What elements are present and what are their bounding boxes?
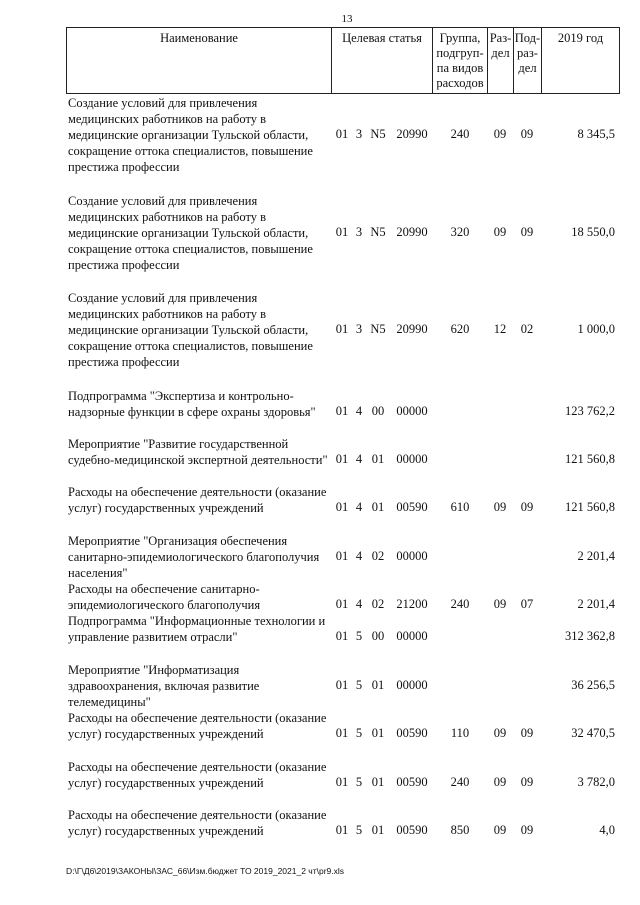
cell-podrazdel: 09 [520, 127, 534, 141]
cell-group: 240 [450, 775, 470, 789]
cell-sum: 36 256,5 [571, 678, 615, 692]
row-name: Мероприятие "Развитие государственной судебно-медицинской экспертной деятельности" [68, 437, 328, 467]
code-main-event: N5 [370, 225, 386, 239]
cell-group: 850 [450, 823, 470, 837]
code-program: 01 [335, 823, 349, 837]
code-direction: 21200 [396, 597, 428, 611]
cell-podrazdel: 09 [520, 775, 534, 789]
code-subprogram: 5 [355, 629, 363, 643]
code-main-event: 00 [371, 404, 385, 418]
row-name: Расходы на обеспечение деятельности (оказание услуг) государственных учреждений [68, 485, 327, 515]
cell-group: 620 [450, 322, 470, 336]
row-name: Подпрограмма "Информационные технологии и управление развитием отрасли" [68, 614, 326, 644]
row-name: Создание условий для привлечения медицинских работников на работу в медицинские организации Тульской области, сокращение оттока специалистов, повышение престижа профессии [68, 96, 313, 174]
code-main-event: 00 [371, 629, 385, 643]
code-direction: 00590 [396, 775, 428, 789]
code-subprogram: 4 [355, 452, 363, 466]
cell-razdel: 12 [493, 322, 507, 336]
code-program: 01 [335, 775, 349, 789]
code-program: 01 [335, 322, 349, 336]
cell-razdel: 09 [493, 823, 507, 837]
code-program: 01 [335, 404, 349, 418]
code-subprogram: 4 [355, 500, 363, 514]
code-subprogram: 5 [355, 678, 363, 692]
code-subprogram: 3 [355, 322, 363, 336]
cell-sum: 18 550,0 [571, 225, 615, 239]
cell-podrazdel: 09 [520, 823, 534, 837]
code-program: 01 [335, 452, 349, 466]
header-target: Целевая статья [331, 27, 433, 94]
code-program: 01 [335, 629, 349, 643]
code-direction: 00000 [396, 629, 428, 643]
code-subprogram: 3 [355, 225, 363, 239]
cell-sum: 2 201,4 [577, 549, 615, 563]
code-program: 01 [335, 225, 349, 239]
code-main-event: N5 [370, 322, 386, 336]
cell-group: 320 [450, 225, 470, 239]
cell-razdel: 09 [493, 225, 507, 239]
code-subprogram: 5 [355, 775, 363, 789]
code-direction: 20990 [396, 127, 428, 141]
cell-sum: 3 782,0 [577, 775, 615, 789]
code-main-event: 01 [371, 452, 385, 466]
code-direction: 00000 [396, 452, 428, 466]
code-direction: 00000 [396, 678, 428, 692]
row-name: Мероприятие "Информатизация здравоохранения, включая развитие телемедицины" [68, 663, 260, 709]
cell-podrazdel: 09 [520, 500, 534, 514]
cell-podrazdel: 07 [520, 597, 534, 611]
cell-sum: 2 201,4 [577, 597, 615, 611]
cell-group: 240 [450, 127, 470, 141]
code-program: 01 [335, 678, 349, 692]
cell-sum: 123 762,2 [565, 404, 615, 418]
code-direction: 00000 [396, 549, 428, 563]
cell-group: 610 [450, 500, 470, 514]
cell-sum: 312 362,8 [565, 629, 615, 643]
row-name: Мероприятие "Организация обеспечения санитарно-эпидемиологического благополучия населения" [68, 534, 320, 580]
code-main-event: 02 [371, 549, 385, 563]
header-podrazdel: Под-раз-дел [513, 27, 542, 94]
code-direction: 20990 [396, 225, 428, 239]
code-main-event: 01 [371, 775, 385, 789]
cell-sum: 121 560,8 [565, 452, 615, 466]
cell-sum: 32 470,5 [571, 726, 615, 740]
code-direction: 00000 [396, 404, 428, 418]
code-program: 01 [335, 597, 349, 611]
code-direction: 20990 [396, 322, 428, 336]
code-program: 01 [335, 726, 349, 740]
code-direction: 00590 [396, 726, 428, 740]
cell-podrazdel: 02 [520, 322, 534, 336]
cell-sum: 8 345,5 [577, 127, 615, 141]
cell-sum: 121 560,8 [565, 500, 615, 514]
cell-podrazdel: 09 [520, 726, 534, 740]
code-main-event: N5 [370, 127, 386, 141]
cell-razdel: 09 [493, 775, 507, 789]
row-name: Расходы на обеспечение деятельности (оказание услуг) государственных учреждений [68, 808, 327, 838]
row-name: Расходы на обеспечение деятельности (оказание услуг) государственных учреждений [68, 711, 327, 741]
code-program: 01 [335, 549, 349, 563]
footer-path: D:\Г\Д6\2019\ЗАКОНЫ\ЗАС_66\Изм.бюджет ТО 2019_2021_2 чт\pr9.xls [66, 866, 345, 876]
cell-podrazdel: 09 [520, 225, 534, 239]
header-year: 2019 год [541, 27, 620, 94]
code-main-event: 01 [371, 678, 385, 692]
code-direction: 00590 [396, 500, 428, 514]
header-group: Группа, подгруп-па видов расходов [432, 27, 488, 94]
code-subprogram: 3 [355, 127, 363, 141]
code-subprogram: 5 [355, 823, 363, 837]
cell-sum: 4,0 [599, 823, 615, 837]
code-direction: 00590 [396, 823, 428, 837]
code-subprogram: 4 [355, 404, 363, 418]
cell-razdel: 09 [493, 127, 507, 141]
cell-group: 110 [450, 726, 470, 740]
code-subprogram: 4 [355, 597, 363, 611]
row-name: Подпрограмма "Экспертиза и контрольно-надзорные функции в сфере охраны здоровья" [68, 389, 316, 419]
code-main-event: 01 [371, 823, 385, 837]
cell-razdel: 09 [493, 500, 507, 514]
code-subprogram: 5 [355, 726, 363, 740]
cell-group: 240 [450, 597, 470, 611]
code-subprogram: 4 [355, 549, 363, 563]
cell-razdel: 09 [493, 726, 507, 740]
row-name: Создание условий для привлечения медицинских работников на работу в медицинские организации Тульской области, сокращение оттока специалистов, повышение престижа профессии [68, 194, 313, 272]
cell-razdel: 09 [493, 597, 507, 611]
row-name: Создание условий для привлечения медицинских работников на работу в медицинские организации Тульской области, сокращение оттока специалистов, повышение престижа профессии [68, 291, 313, 369]
header-name: Наименование [66, 27, 332, 94]
code-main-event: 01 [371, 726, 385, 740]
cell-sum: 1 000,0 [577, 322, 615, 336]
row-name: Расходы на обеспечение деятельности (оказание услуг) государственных учреждений [68, 760, 327, 790]
row-name: Расходы на обеспечение санитарно-эпидемиологического благополучия [68, 582, 261, 612]
page-number: 13 [341, 13, 353, 25]
code-program: 01 [335, 500, 349, 514]
code-program: 01 [335, 127, 349, 141]
code-main-event: 01 [371, 500, 385, 514]
header-razdel: Раз-дел [487, 27, 514, 94]
code-main-event: 02 [371, 597, 385, 611]
